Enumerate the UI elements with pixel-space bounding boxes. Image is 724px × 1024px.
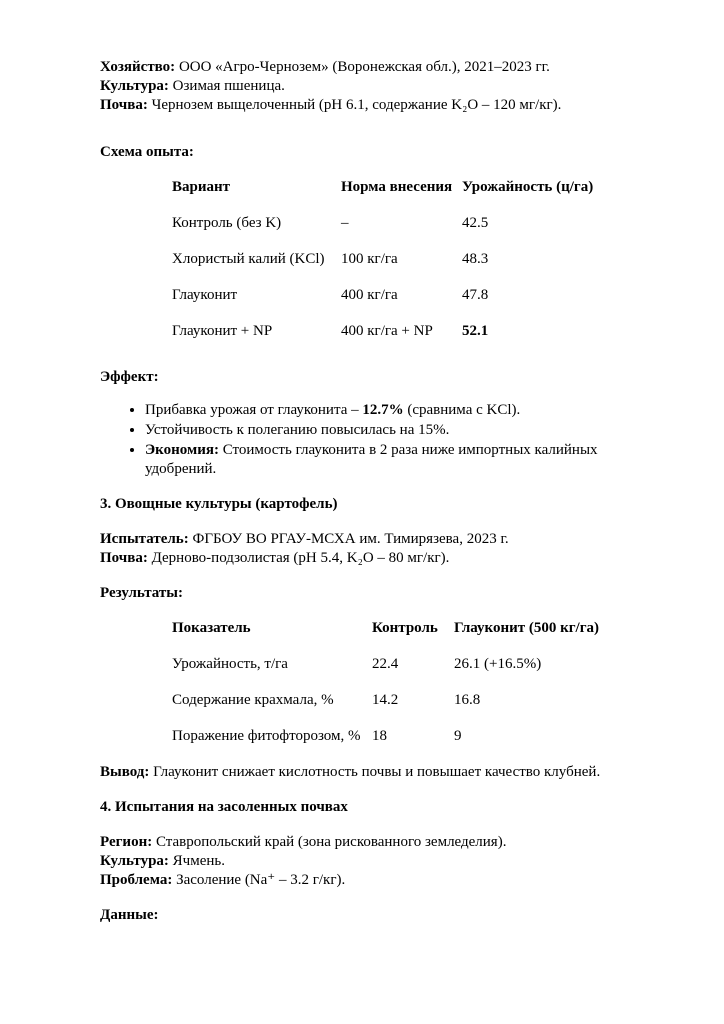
table-header-cell: Контроль	[372, 620, 438, 636]
table-cell: Поражение фитофторозом, %	[172, 728, 361, 744]
field-value-soil3: Дерново-подзолистая (pH 5.4, K₂O – 80 мг/кг).	[147, 550, 450, 566]
table-cell: Хлористый калий (KCl)	[172, 251, 325, 267]
effect-item	[145, 421, 634, 440]
table-cell: 9	[454, 728, 462, 744]
heading-data: Данные:	[100, 907, 159, 923]
field-label-problem: Проблема:	[100, 872, 173, 888]
effect-item	[145, 441, 634, 479]
table-row	[172, 691, 624, 727]
field-label-culture: Культура:	[100, 78, 169, 94]
table-header-cell: Урожайность (ц/га)	[462, 179, 594, 195]
table-header-cell: Показатель	[172, 620, 251, 636]
table-cell: 18	[372, 728, 387, 744]
effect-list	[100, 401, 634, 479]
table-cell: Глауконит + NP	[172, 323, 273, 339]
effect-text: Прибавка урожая от глауконита –	[145, 402, 363, 418]
table-row	[172, 655, 624, 691]
table-row	[172, 322, 622, 358]
field-label-region: Регион:	[100, 834, 153, 850]
table-cell: Глауконит	[172, 287, 238, 303]
table-cell: 26.1 (+16.5%)	[454, 656, 542, 672]
table-header-cell: Норма внесения	[341, 179, 453, 195]
heading-effect: Эффект:	[100, 369, 159, 385]
para-soil	[100, 96, 634, 115]
table-header-cell: Вариант	[172, 179, 231, 195]
field-value-tester: ФГБОУ ВО РГАУ-МСХА им. Тимирязева, 2023 г.	[188, 531, 509, 547]
field-value-problem: Засоление (Na⁺ – 3.2 г/кг).	[172, 872, 346, 888]
effect-text: Устойчивость к полеганию повысилась на 15%.	[145, 422, 450, 438]
para-region	[100, 833, 634, 852]
heading-results: Результаты:	[100, 585, 183, 601]
table-header-cell: Глауконит (500 кг/га)	[454, 620, 600, 636]
table-cell: 48.3	[462, 251, 489, 267]
field-value-conclusion: Глауконит снижает кислотность почвы и повышает качество клубней.	[149, 764, 601, 780]
table-cell-highlight: 52.1	[462, 323, 489, 339]
results-table	[172, 619, 624, 763]
table-row	[172, 727, 624, 763]
field-value-farm: ООО «Агро-Чернозем» (Воронежская обл.), 2021–2023 гг.	[175, 59, 550, 75]
table-cell: Урожайность, т/га	[172, 656, 288, 672]
table-cell: 400 кг/га	[341, 287, 398, 303]
heading-section3: 3. Овощные культуры (картофель)	[100, 496, 338, 512]
effect-bold: 12.7%	[362, 402, 404, 418]
table-cell: 42.5	[462, 215, 489, 231]
table-row	[172, 250, 622, 286]
table-row	[172, 214, 622, 250]
effect-bold: Экономия:	[145, 442, 219, 458]
table-cell: Контроль (без K)	[172, 215, 282, 231]
heading-section4: 4. Испытания на засоленных почвах	[100, 799, 348, 815]
field-label-culture4: Культура:	[100, 853, 169, 869]
table-cell: 16.8	[454, 692, 481, 708]
heading-scheme: Схема опыта:	[100, 144, 194, 160]
para-problem	[100, 871, 634, 890]
table-cell: 22.4	[372, 656, 399, 672]
table-cell: –	[341, 215, 349, 231]
field-label-soil3: Почва:	[100, 550, 148, 566]
table-cell: 47.8	[462, 287, 489, 303]
field-value-culture: Озимая пшеница.	[168, 78, 285, 94]
table-header-row	[172, 178, 622, 214]
experiment-table	[172, 178, 622, 358]
field-value-soil: Чернозем выщелоченный (pH 6.1, содержание K₂O – 120 мг/кг).	[147, 97, 562, 113]
para-soil3	[100, 549, 634, 568]
field-label-conclusion: Вывод:	[100, 764, 150, 780]
field-value-culture4: Ячмень.	[168, 853, 225, 869]
table-cell: 14.2	[372, 692, 399, 708]
para-culture	[100, 77, 634, 96]
field-label-tester: Испытатель:	[100, 531, 189, 547]
effect-item	[145, 401, 634, 420]
field-label-farm: Хозяйство:	[100, 59, 176, 75]
table-row	[172, 286, 622, 322]
table-header-row	[172, 619, 624, 655]
table-cell: 100 кг/га	[341, 251, 398, 267]
table-cell: Содержание крахмала, %	[172, 692, 334, 708]
para-conclusion	[100, 763, 634, 782]
para-culture4	[100, 852, 634, 871]
table-cell: 400 кг/га + NP	[341, 323, 433, 339]
effect-text: (сравнима с KCl).	[403, 402, 521, 418]
field-label-soil: Почва:	[100, 97, 148, 113]
para-tester	[100, 530, 634, 549]
field-value-region: Ставропольский край (зона рискованного земледелия).	[152, 834, 507, 850]
para-farm	[100, 58, 634, 77]
effect-text: Стоимость глауконита в 2 раза ниже импортных калийных удобрений.	[145, 442, 598, 477]
